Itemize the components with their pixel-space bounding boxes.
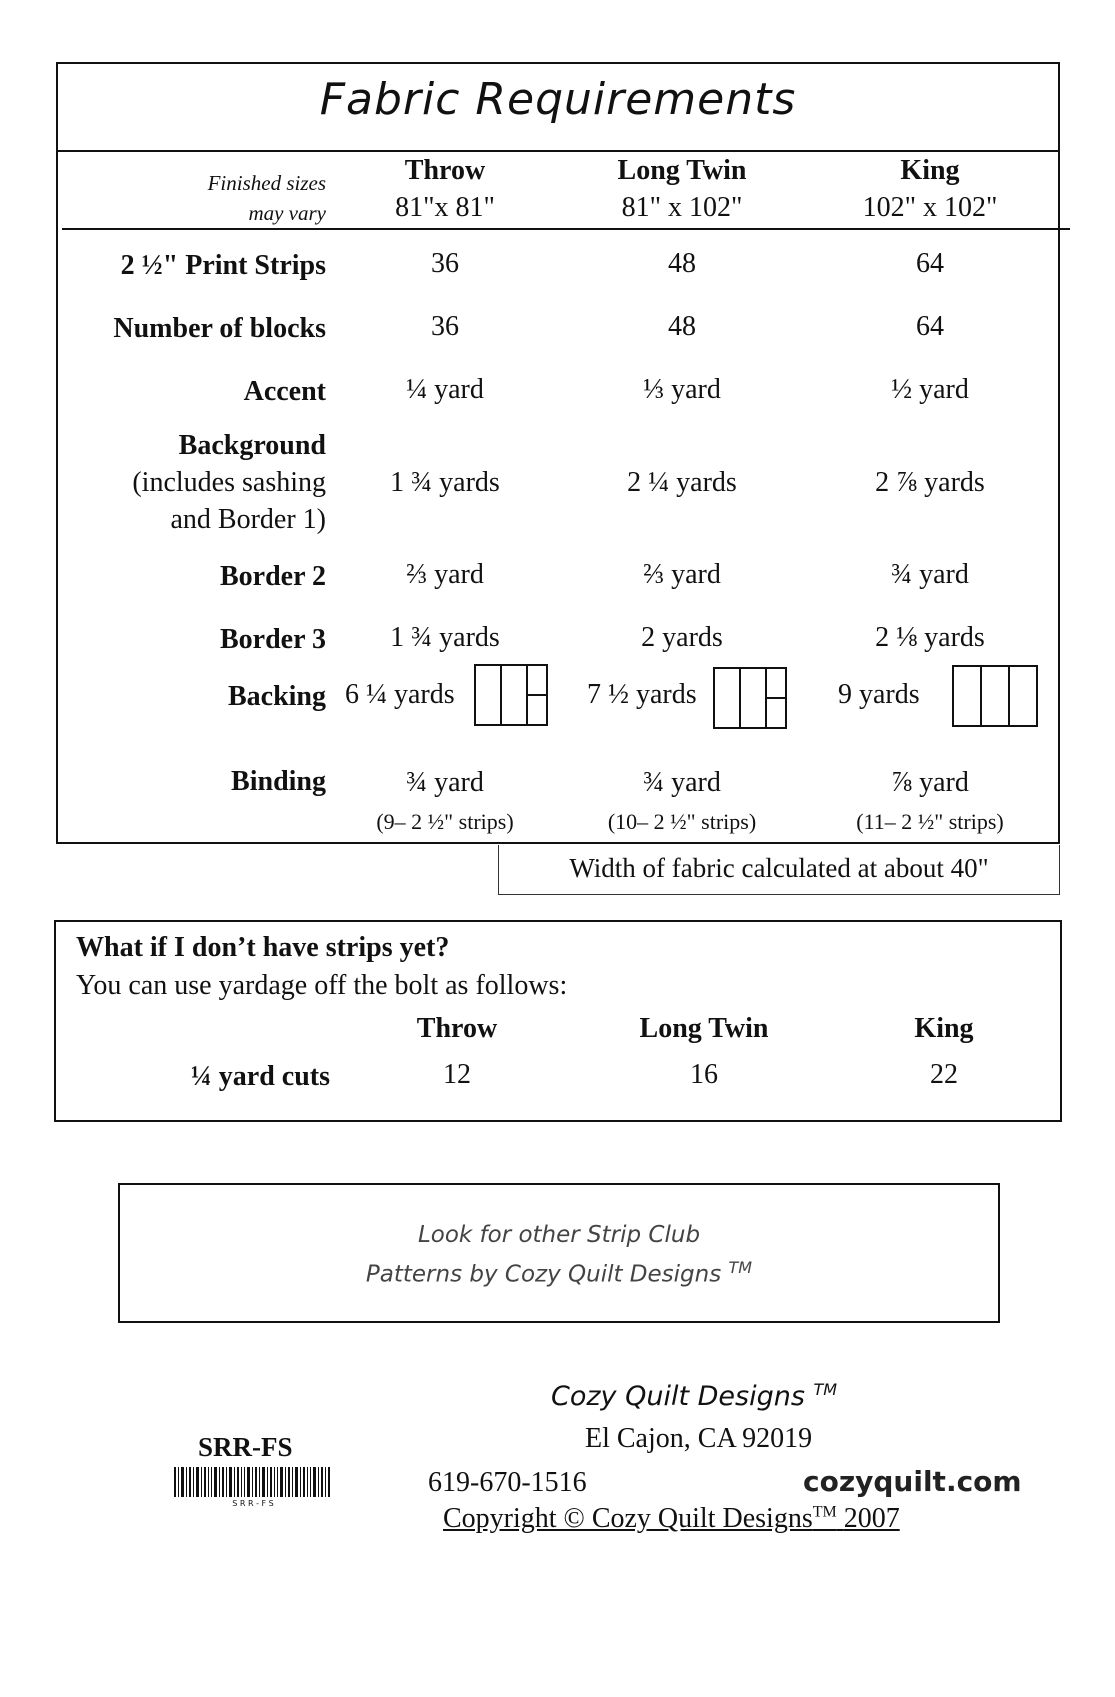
cell-accent-long-twin: ⅓ yard [643,374,721,405]
sizes-note [56,168,326,228]
row-label-print-strips: 2 ½" Print Strips [120,250,326,281]
cell-background-throw: 1 ¾ yards [390,467,500,498]
cell-border-3-long-twin: 2 yards [641,622,723,653]
sku: SRR-FS [198,1432,293,1462]
copyright-text: Copyright © Cozy Quilt Designs [443,1503,813,1534]
sizes-note-line-1: Finished sizes [207,171,326,195]
trademark: TM [728,1258,753,1277]
sizes-note-line-2: may vary [248,201,326,225]
col-dims-king: 102" x 102" [862,192,998,223]
company-name-text: Cozy Quilt Designs [551,1381,805,1412]
header-divider [62,228,1070,230]
look-for-box [118,1183,1000,1323]
trademark: TM [812,1503,837,1521]
row-label-blocks: Number of blocks [113,313,326,344]
row-label-backing: Backing [227,681,326,712]
row-label-border-3: Border 3 [219,624,326,655]
cell-binding-king: ⅞ yard [891,767,969,798]
strips-intro: You can use yardage off the bolt as follows: [76,970,568,1001]
strips-col-long-twin: Long Twin [639,1013,769,1044]
website-link[interactable]: cozyquilt.com [803,1465,1022,1498]
backing-diagram-king [952,665,1038,727]
strips-value-throw: 12 [443,1059,471,1090]
cell-border-3-king: 2 ⅛ yards [875,622,985,653]
width-note: Width of fabric calculated at about 40" [569,853,989,883]
cell-binding-note-throw: (9– 2 ½" strips) [376,809,514,834]
cell-backing-king: 9 yards [838,679,920,710]
strips-col-king: King [914,1013,974,1044]
look-for-line-2-text: Patterns by Cozy Quilt Designs [365,1261,722,1288]
cell-border-2-king: ¾ yard [891,559,969,590]
row-label-border-2: Border 2 [219,561,326,592]
col-dims-long-twin: 81" x 102" [621,192,743,223]
cell-border-2-throw: ⅔ yard [406,559,484,590]
cell-accent-king: ½ yard [891,374,969,405]
cell-binding-note-long-twin: (10– 2 ½" strips) [607,809,757,834]
page-title: Fabric Requirements [319,74,797,125]
cell-border-3-throw: 1 ¾ yards [390,622,500,653]
look-for-line-1: Look for other Strip Club [417,1222,701,1248]
row-label-binding: Binding [231,766,326,797]
row-label-background-sub1: (includes sashing [132,467,326,498]
strips-value-long-twin: 16 [690,1059,718,1090]
cell-blocks-long-twin: 48 [668,311,696,342]
cell-backing-long-twin: 7 ½ yards [587,679,697,710]
cell-blocks-throw: 36 [431,311,459,342]
cell-background-king: 2 ⅞ yards [875,467,985,498]
cell-binding-throw: ¾ yard [406,767,484,798]
col-header-king: King [900,155,960,186]
strips-row-label: ¼ yard cuts [190,1061,330,1092]
cell-border-2-long-twin: ⅔ yard [643,559,721,590]
copyright-year: 2007 [843,1503,900,1534]
cell-accent-throw: ¼ yard [406,374,484,405]
barcode-text: S R R - F S [232,1499,274,1507]
backing-diagram-long-twin [713,667,787,729]
strips-question: What if I don’t have strips yet? [76,932,450,963]
cell-backing-throw: 6 ¼ yards [345,679,455,710]
col-dims-throw: 81"x 81" [395,192,495,223]
cell-print-strips-long-twin: 48 [668,248,696,279]
cell-print-strips-throw: 36 [431,248,459,279]
row-label-background: Background [178,430,326,461]
row-label-accent: Accent [243,376,326,407]
cell-binding-long-twin: ¾ yard [643,767,721,798]
col-header-throw: Throw [404,155,486,186]
cell-background-long-twin: 2 ¼ yards [627,467,737,498]
barcode [174,1467,332,1507]
cell-binding-note-king: (11– 2 ½" strips) [856,809,1004,834]
cell-blocks-king: 64 [916,311,944,342]
cell-print-strips-king: 64 [916,248,944,279]
strips-col-throw: Throw [416,1013,498,1044]
strips-value-king: 22 [930,1059,958,1090]
row-label-background-sub2: and Border 1) [170,504,326,535]
copyright [443,1503,900,1535]
backing-diagram-throw [474,664,548,726]
col-header-long-twin: Long Twin [617,155,747,186]
address: El Cajon, CA 92019 [585,1423,813,1454]
phone: 619-670-1516 [428,1467,587,1498]
trademark: TM [813,1380,838,1399]
company-name [551,1380,837,1412]
look-for-line-2 [118,1258,1000,1288]
